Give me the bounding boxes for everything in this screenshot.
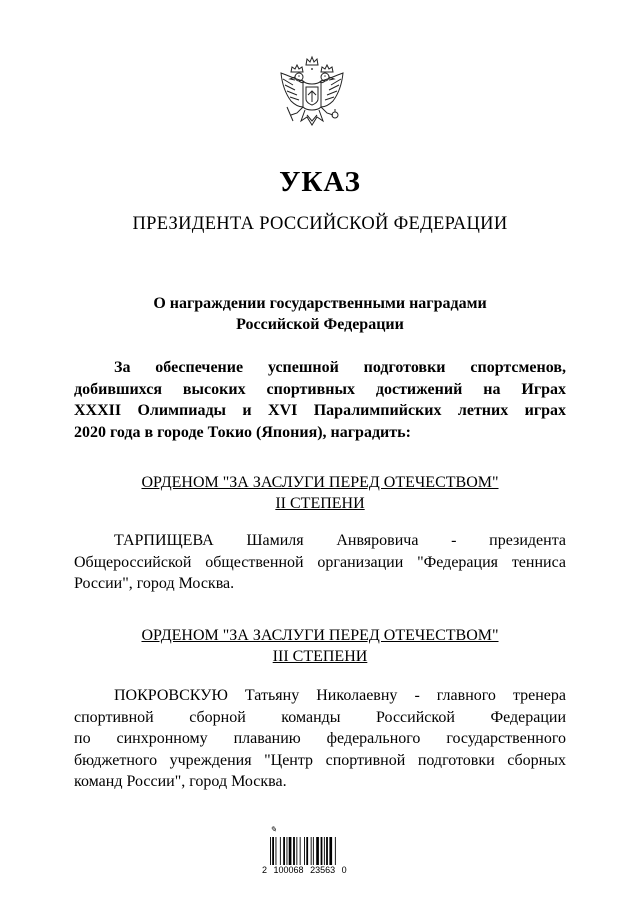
order-degree: III СТЕПЕНИ [272, 648, 368, 665]
recipient-line: по синхронному плаванию федерального государственного [74, 730, 566, 747]
award-recipient [74, 685, 566, 793]
award-recipient [74, 530, 566, 595]
order-degree: II СТЕПЕНИ [275, 495, 365, 512]
award-order-heading [0, 625, 640, 667]
decree-intro [74, 357, 566, 443]
recipient-line: бюджетного учреждения "Центр спортивной подготовки сборных [74, 751, 566, 769]
intro-line: За обеспечение успешной подготовки спортсменов, [114, 359, 566, 376]
order-line: ОРДЕНОМ "ЗА ЗАСЛУГИ ПЕРЕД ОТЕЧЕСТВОМ" [141, 474, 499, 491]
order-line: ОРДЕНОМ "ЗА ЗАСЛУГИ ПЕРЕД ОТЕЧЕСТВОМ" [141, 627, 499, 644]
intro-line: 2020 года в городе Токио (Япония), наградить: [74, 423, 411, 441]
barcode-digit-group: 0 [341, 865, 347, 875]
subject-line: Российской Федерации [236, 316, 404, 333]
award-order-heading [0, 472, 640, 514]
recipient-line: Общероссийской общественной организации "Федерация тенниса [74, 553, 566, 571]
recipient-line: ПОКРОВСКУЮ Татьяну Николаевну - главного тренера [114, 687, 566, 704]
barcode [262, 825, 374, 881]
barcode-digit-group: 23563 [310, 865, 336, 875]
intro-line: добившихся высоких спортивных достижений на Играх [74, 380, 566, 398]
recipient-line: ТАРПИЩЕВА Шамиля Анвяровича - президента [114, 532, 566, 549]
recipient-line: команд России", город Москва. [74, 773, 287, 790]
decree-subject [0, 293, 640, 335]
barcode-mark-icon: ✎ [270, 825, 277, 834]
subject-line: О награждении государственными наградами [153, 295, 487, 312]
recipient-line: России", город Москва. [74, 575, 235, 592]
decree-subtitle: ПРЕЗИДЕНТА РОССИЙСКОЙ ФЕДЕРАЦИИ [132, 214, 508, 234]
recipient-line: спортивной сборной команды Российской Федерации [74, 708, 566, 726]
barcode-digit-group: 100068 [273, 865, 304, 875]
decree-title: УКАЗ [279, 166, 361, 198]
barcode-digit-group: 2 [262, 865, 268, 875]
intro-line: XXXII Олимпиады и XVI Паралимпийских летних играх [74, 402, 566, 419]
russian-coat-of-arms-icon [277, 55, 347, 137]
barcode-bars [270, 837, 350, 865]
barcode-number [262, 865, 374, 875]
